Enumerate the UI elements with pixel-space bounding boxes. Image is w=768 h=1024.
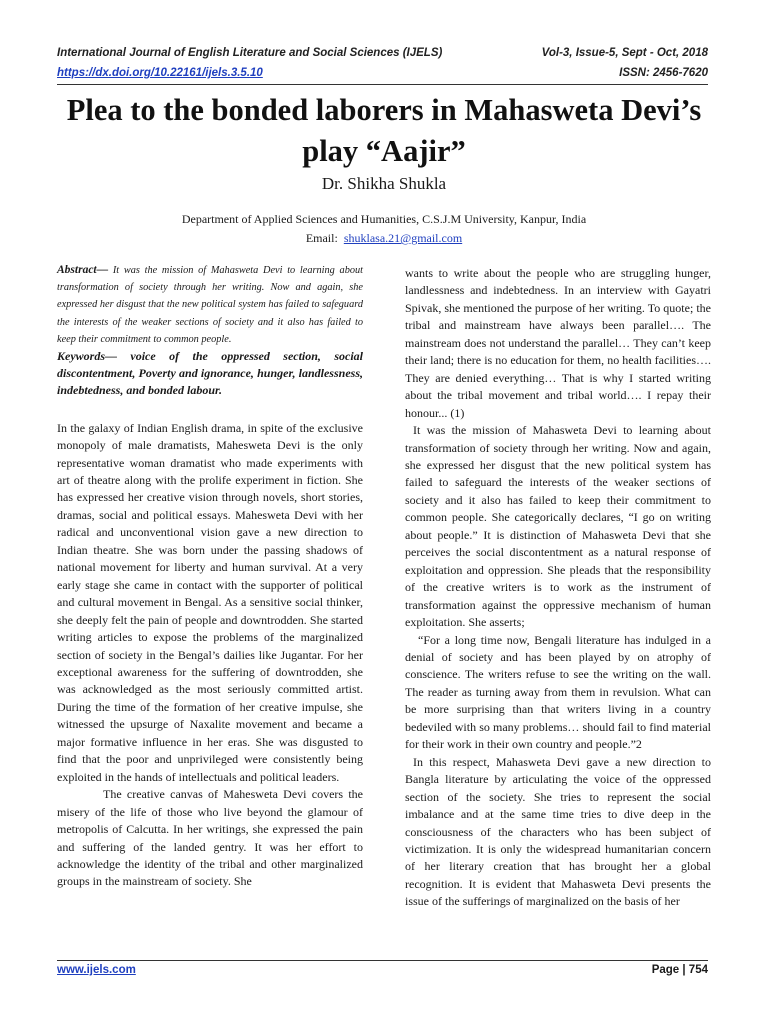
paper-title: Plea to the bonded laborers in Mahasweta Devi’s play “Aajir” — [66, 93, 702, 168]
journal-header — [57, 47, 708, 59]
email-label: Email: — [305, 231, 338, 245]
body-paragraph: The creative canvas of Mahesweta Devi covers the misery of the life of those who live beyond the glamour of metropolis of Calcutta. In her writings, she expressed the pain and suffering of the landed gentry. It was her effort to acknowledge the identity of the tribal and other marginalized groups in the mainstream of society. She — [57, 787, 363, 889]
page-number: Page | 754 — [651, 964, 708, 976]
affiliation: Department of Applied Sciences and Humanities, C.S.J.M University, Kanpur, India — [181, 212, 587, 226]
body-paragraph: In this respect, Mahasweta Devi gave a new direction to Bangla literature by articulating the voice of the oppressed section of the society. She tries to represent the social imbalance and at the same time tries to dive deep in the consciousness of the characters who has been subject of victimization. It is only the widespread humanitarian concern of her literary creation that has brought her a global recognition. It is evident that Mahasweta Devi presents the issue of the sufferings of marginalized on the basis of her — [405, 754, 711, 909]
email-link[interactable]: shuklasa.21@gmail.com — [343, 231, 463, 245]
doi-link[interactable]: https://dx.doi.org/10.22161/ijels.3.5.10 — [57, 67, 263, 79]
abstract-text: It was the mission of Mahasweta Devi to learning about transformation of society through her writing. Now and again, she expressed her disgust that the new political system has failed to safeguard the interests of the weaker sections of society and it also has failed to keep their commitment to common people. — [57, 265, 363, 345]
keywords-text: voice of the oppressed section, social discontentment, Poverty and ignorance, hunger, landlessness, indebtedness, and bonded labour. — [57, 349, 363, 398]
right-column — [405, 265, 711, 911]
body-paragraph: It was the mission of Mahasweta Devi to learning about transformation of society through her writing. Now and again, she expressed her disgust that the new political system has failed to safeguard the interests of the weaker sections of society and it also has failed to keep their commitment to common people. She categorically declares, “I go on writing about people.” It is distinction of Mahasweta Devi that she perceives the social discontentment as a natural response of exploitation and oppression. She pleads that the responsibility of the creative writers is to work as the instrument of transformation against the oppressive mechanism of human exploitation. She asserts; — [405, 423, 711, 630]
keywords-label: Keywords— — [57, 349, 117, 364]
body-paragraph: In the galaxy of Indian English drama, in spite of the exclusive monopoly of male dramatists, Mahesweta Devi is the only representative woman dramatist who made experiments with art of theatre along with the prolife experiment in fiction. She has expressed her creative vision through novels, short stories, dramas, social and political essays. Mahesweta Devi with her radical and unconventional vision gave a new direction to Indian theatre. She was born under the passing shadows of national movement for liberty and human survival. At a very early stage she came in contact with the supporter of political and cultural movement in Bengal. As a sensitive social thinker, she deeply felt the pain of people and downtrodden. She started writing articles to expose the problems of the marginalized section of society in the Bengal’s dailies like Jugantar. For her exceptional awareness for the suffering of downtrodden, she was acknowledged as the most seriously committed artist. During the time of the formation of her creative impulse, she witnessed the upsurge of Naxalite movement and became a major formative influence in her eras. She was disgusted to find that the poor and unprivileged were consistently being exploited in the hands of intellectuals and political leaders. — [57, 420, 363, 784]
body-paragraph: wants to write about the people who are struggling hunger, landlessness and indebtedness. In an interview with Gayatri Spivak, she mentioned the purpose of her writing. To quote; the tribal and mainstream have always been parallel…. The mainstream does not understand the parallel… They can’t keep their land; there is no education for them, no health facilities…. They are denied everything… That is why I started writing about the tribal movement and tribal world…. I repay their honour... (1) — [405, 266, 711, 420]
volume-issue: Vol-3, Issue-5, Sept - Oct, 2018 — [541, 47, 708, 59]
page-footer — [57, 964, 708, 976]
footer-divider — [57, 960, 708, 961]
author-name: Dr. Shikha Shukla — [321, 174, 447, 193]
block-quote: “For a long time now, Bengali literature has indulged in a denial of society and has been played by on atrophy of conscience. The writers refuse to see the writing on the wall. The reader as turning away from them in revulsion. What can be more surprising than that writers living in a country bedeviled with so many problems… should fail to find material for their work in their own country and people.”2 — [405, 632, 711, 752]
keywords — [57, 348, 363, 400]
doi-row — [57, 67, 708, 79]
journal-name: International Journal of English Literature and Social Sciences (IJELS) — [57, 47, 443, 59]
left-column — [57, 262, 363, 891]
abstract — [57, 262, 363, 348]
header-divider — [57, 84, 708, 85]
journal-website-link[interactable]: www.ijels.com — [57, 964, 136, 976]
email-line — [0, 231, 768, 246]
issn: ISSN: 2456-7620 — [619, 67, 708, 79]
abstract-label: Abstract— — [57, 264, 109, 276]
